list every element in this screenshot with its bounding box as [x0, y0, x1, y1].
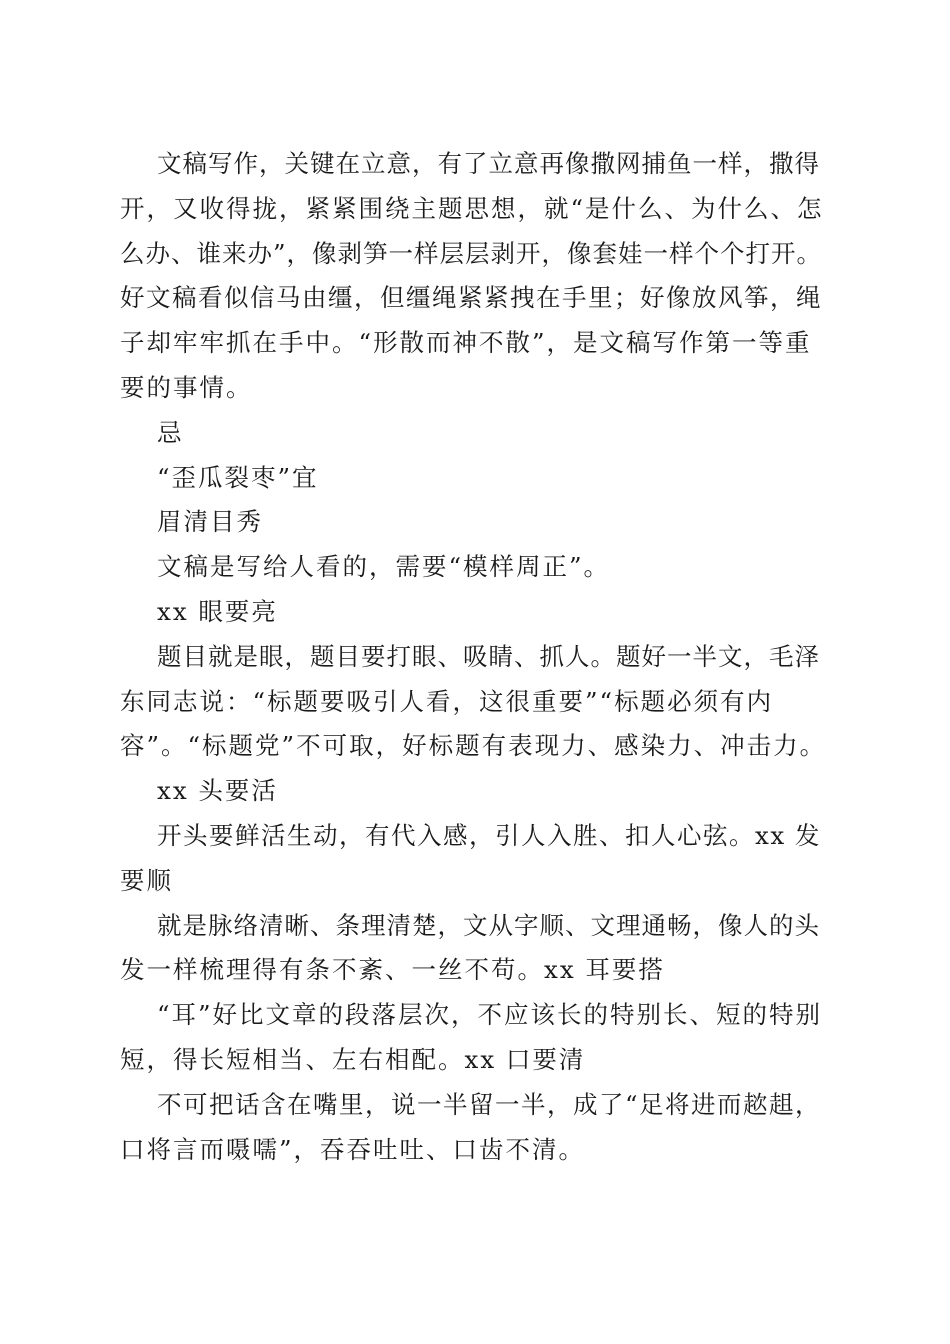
text-line: 子却牢牢抓在手中。“形散而神不散”，是文稿写作第一等重 [120, 328, 812, 358]
text-line: 东同志说：“标题要吸引人看，这很重要”“标题必须有内 [120, 686, 774, 716]
text-line: 容”。“标题党”不可取，好标题有表现力、感染力、冲击力。 [120, 731, 827, 761]
text-line: xx 眼要亮 [157, 596, 278, 626]
text-line: 题目就是眼，题目要打眼、吸睛、抓人。题好一半文，毛泽 [157, 641, 820, 671]
text-line: 就是脉络清晰、条理清楚，文从字顺、文理通畅，像人的头 [157, 910, 820, 940]
text-line: “耳”好比文章的段落层次，不应该长的特别长、短的特别 [157, 1000, 823, 1030]
text-line: 短，得长短相当、左右相配。xx 口要清 [120, 1044, 586, 1074]
text-line: 开头要鲜活生动，有代入感，引人入胜、扣人心弦。xx 发 [157, 820, 821, 850]
text-line: 开，又收得拢，紧紧围绕主题思想，就“是什么、为什么、怎 [120, 193, 824, 223]
text-line: 么办、谁来办”，像剥笋一样层层剥开，像套娃一样个个打开。 [120, 238, 823, 268]
text-line: 口将言而嗫嚅”，吞吞吐吐、口齿不清。 [120, 1134, 586, 1164]
text-line: 眉清目秀 [157, 507, 263, 537]
text-line: xx 头要活 [157, 776, 278, 806]
text-line: “歪瓜裂枣”宜 [157, 462, 319, 492]
text-line: 好文稿看似信马由缰，但缰绳紧紧拽在手里；好像放风筝，绳 [120, 283, 822, 313]
text-line: 忌 [157, 417, 184, 447]
document-body [120, 142, 830, 1172]
text-line: 文稿写作，关键在立意，有了立意再像撒网捕鱼一样，撒得 [157, 149, 820, 178]
text-line: 要的事情。 [120, 372, 253, 402]
text-line: 不可把话含在嘴里，说一半留一半，成了“足将进而趑趄， [157, 1089, 822, 1119]
text-line: 要顺 [120, 865, 173, 895]
text-line: 文稿是写给人看的，需要“模样周正”。 [157, 552, 611, 582]
text-line: 发一样梳理得有条不紊、一丝不苟。xx 耳要搭 [120, 955, 665, 985]
